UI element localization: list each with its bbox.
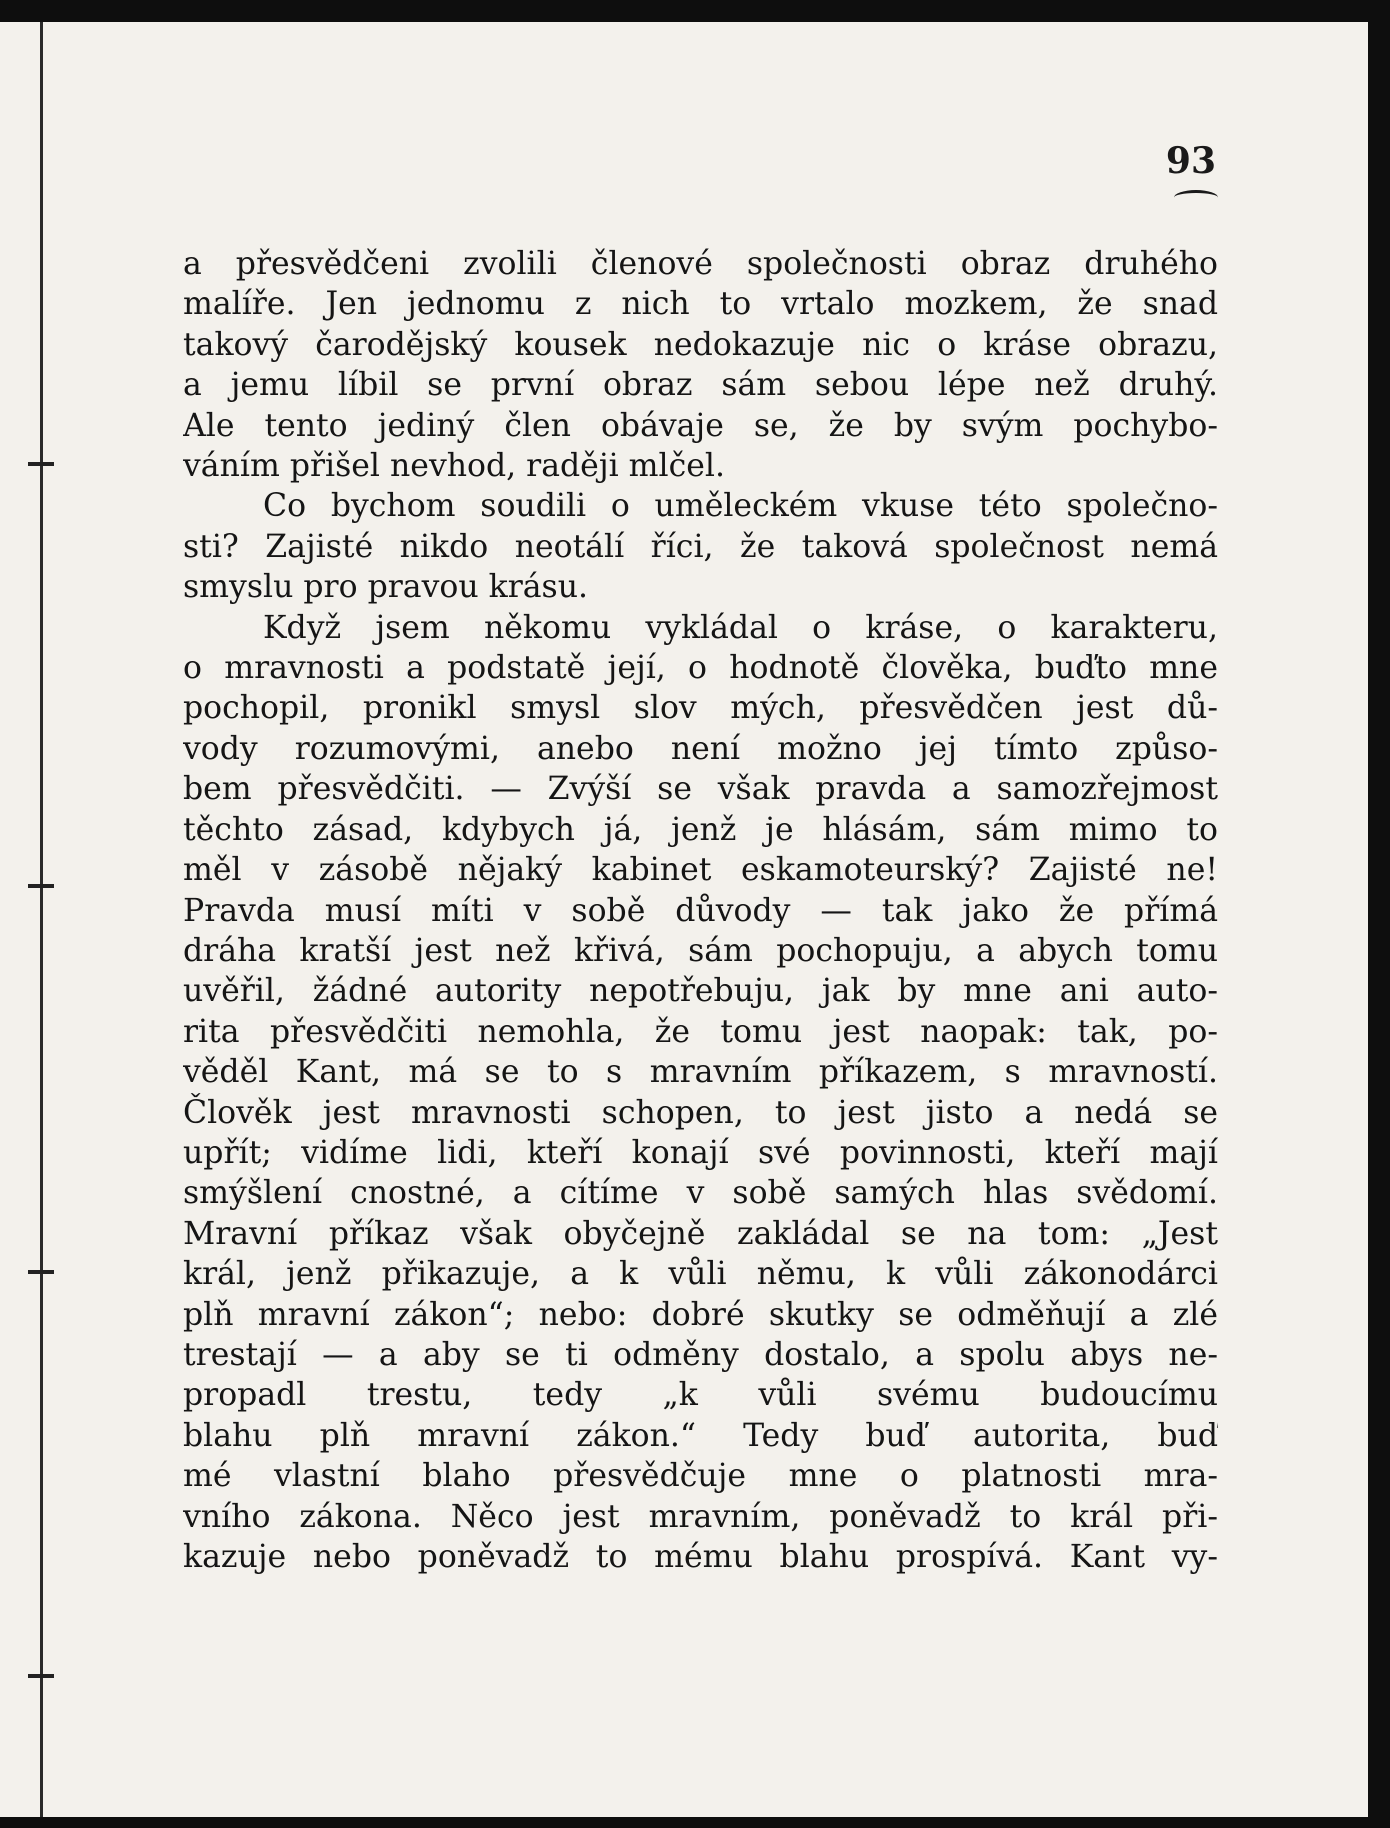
text-line: uvěřil, žádné autority nepotřebuju, jak by mne ani auto- bbox=[183, 973, 1218, 1010]
text-line: upřít; vidíme lidi, kteří konají své povinnosti, kteří mají bbox=[183, 1134, 1218, 1171]
binding-stitch bbox=[28, 1674, 54, 1678]
text-line: vního zákona. Něco jest mravním, poněvadž to král při- bbox=[183, 1498, 1218, 1535]
text-line: malíře. Jen jednomu z nich to vrtalo mozkem, že snad bbox=[183, 286, 1218, 323]
text-line: o mravnosti a podstatě její, o hodnotě člověka, buďto mne bbox=[183, 650, 1218, 687]
binding-edge bbox=[40, 22, 43, 1817]
binding-stitch bbox=[28, 462, 54, 466]
text-line: věděl Kant, má se to s mravním příkazem, s mravností. bbox=[183, 1054, 1218, 1091]
text-line: váním přišel nevhod, raději mlčel. bbox=[183, 448, 725, 485]
text-line: Pravda musí míti v sobě důvody — tak jako že přímá bbox=[183, 892, 1218, 929]
text-line: blahu plň mravní zákon.“ Tedy buď autorita, buď bbox=[183, 1417, 1218, 1454]
page-number: 93 bbox=[1165, 140, 1216, 182]
book-page bbox=[0, 22, 1368, 1817]
text-line: Mravní příkaz však obyčejně zakládal se na tom: „Jest bbox=[183, 1215, 1218, 1252]
text-line: trestají — a aby se ti odměny dostalo, a spolu abys ne- bbox=[183, 1336, 1218, 1373]
text-line: Člověk jest mravnosti schopen, to jest jisto a nedá se bbox=[183, 1094, 1218, 1131]
text-line: mé vlastní blaho přesvědčuje mne o platnosti mra- bbox=[183, 1458, 1218, 1495]
binding-stitch bbox=[28, 884, 54, 888]
text-line: smýšlení cnostné, a cítíme v sobě samých hlas svědomí. bbox=[183, 1175, 1218, 1212]
text-line: rita přesvědčiti nemohla, že tomu jest naopak: tak, po- bbox=[183, 1013, 1218, 1050]
text-line: propadl trestu, tedy „k vůli svému budoucímu bbox=[183, 1377, 1218, 1414]
text-line: vody rozumovými, anebo není možno jej tímto způso- bbox=[183, 730, 1218, 767]
text-line: a jemu líbil se první obraz sám sebou lépe než druhý. bbox=[183, 367, 1218, 404]
text-line: a přesvědčeni zvolili členové společnosti obraz druhého bbox=[183, 246, 1218, 282]
binding-stitch bbox=[28, 1270, 54, 1274]
text-line: plň mravní zákon“; nebo: dobré skutky se odměňují a zlé bbox=[183, 1296, 1218, 1333]
body-text bbox=[183, 244, 1218, 1577]
text-line: pochopil, pronikl smysl slov mých, přesvědčen jest dů- bbox=[183, 690, 1218, 727]
text-line: Ale tento jediný člen obávaje se, že by svým pochybo- bbox=[183, 407, 1218, 444]
text-line: Když jsem někomu vykládal o kráse, o karakteru, bbox=[263, 609, 1218, 646]
text-line: takový čarodějský kousek nedokazuje nic o kráse obrazu, bbox=[183, 326, 1218, 363]
text-line: král, jenž přikazuje, a k vůli němu, k vůli zákonodárci bbox=[183, 1256, 1218, 1293]
text-line: dráha kratší jest než křivá, sám pochopuju, a abych tomu bbox=[183, 932, 1218, 969]
text-line: sti? Zajisté nikdo neotálí říci, že taková společnost nemá bbox=[183, 528, 1218, 565]
text-line: smyslu pro pravou krásu. bbox=[183, 569, 589, 606]
text-line: těchto zásad, kdybych já, jenž je hlásám, sám mimo to bbox=[183, 811, 1218, 848]
text-line: Co bychom soudili o uměleckém vkuse této společno- bbox=[263, 488, 1218, 525]
text-line: bem přesvědčiti. — Zvýší se však pravda a samozřejmost bbox=[183, 771, 1218, 808]
text-line: měl v zásobě nějaký kabinet eskamoteurský? Zajisté ne! bbox=[183, 852, 1218, 889]
text-line: kazuje nebo poněvadž to mému blahu prospívá. Kant vy- bbox=[183, 1539, 1218, 1575]
page-number-ornament bbox=[1174, 190, 1218, 205]
